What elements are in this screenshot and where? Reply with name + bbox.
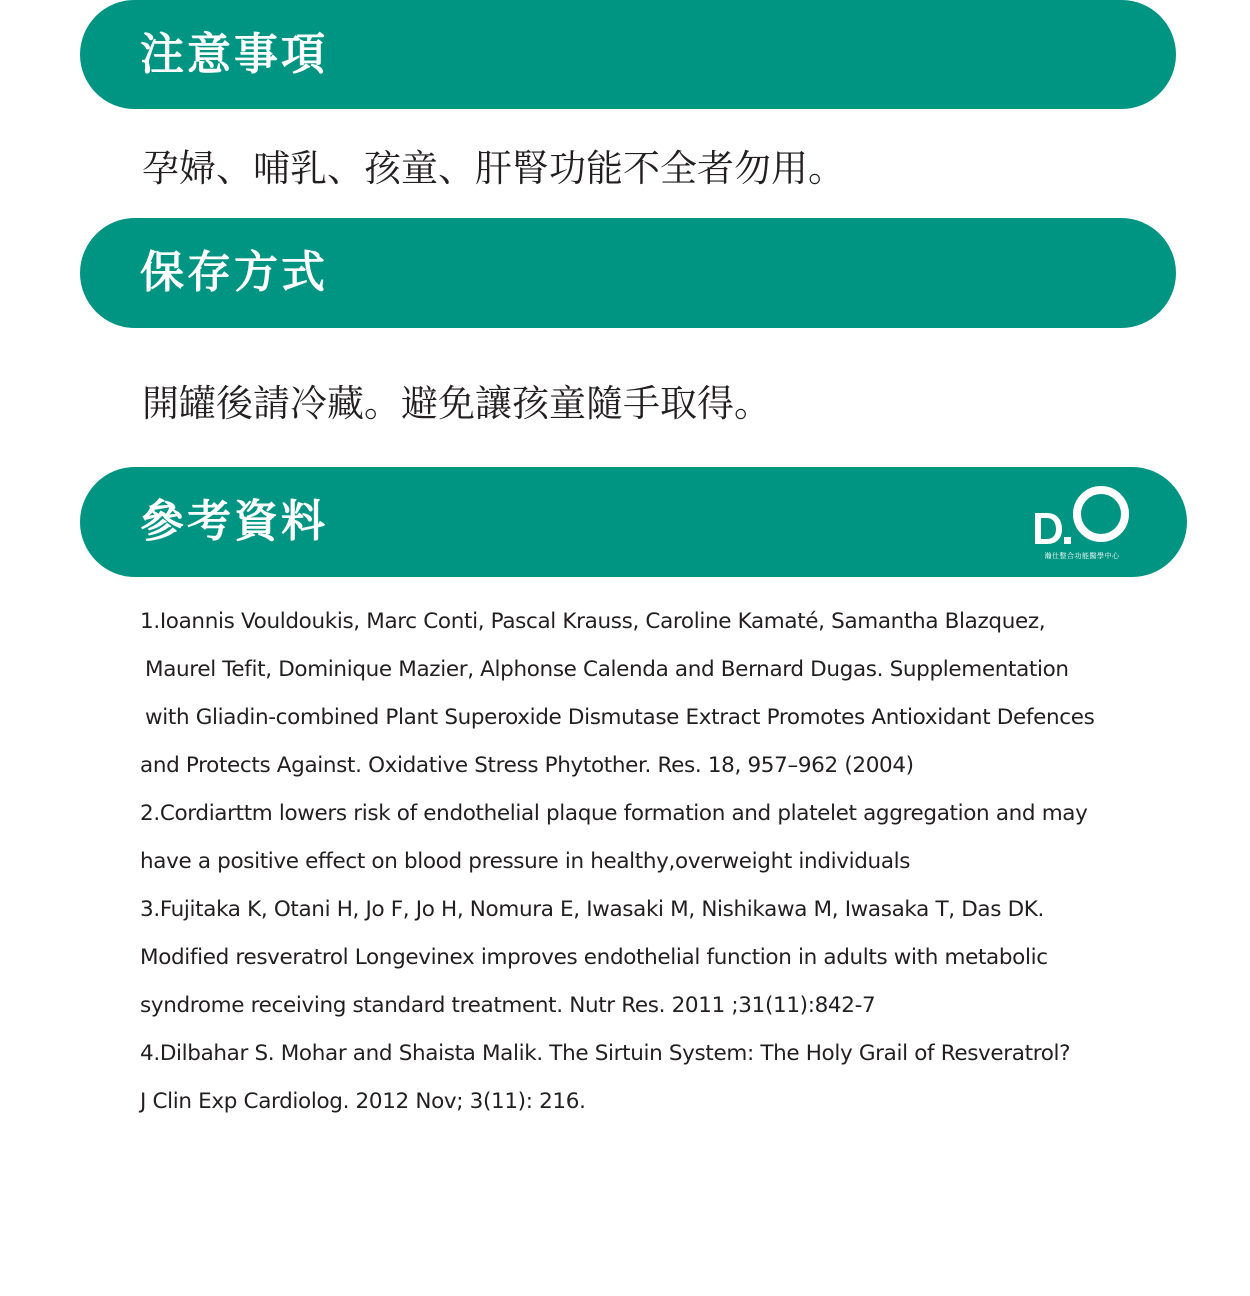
reference-list <box>140 598 1150 1126</box>
reference-line: 4.Dilbahar S. Mohar and Shaista Malik. The Sirtuin System: The Holy Grail of Resveratrol? <box>140 1041 1071 1066</box>
reference-line: and Protects Against. Oxidative Stress Phytother. Res. 18, 957–962 (2004) <box>140 753 914 778</box>
brand-logo <box>1033 483 1131 563</box>
reference-line: Modified resveratrol Longevinex improves endothelial function in adults with metabolic <box>140 945 1048 970</box>
caution-text: 孕婦、哺乳、孩童、肝腎功能不全者勿用。 <box>142 147 845 190</box>
reference-line: syndrome receiving standard treatment. Nutr Res. 2011 ;31(11):842-7 <box>140 993 876 1018</box>
storage-section-title: 保存方式 <box>140 247 328 298</box>
reference-line: with Gliadin-combined Plant Superoxide Dismutase Extract Promotes Antioxidant Defences <box>145 705 1095 730</box>
caution-section-title: 注意事項 <box>140 28 328 80</box>
reference-line: Maurel Tefit, Dominique Mazier, Alphonse Calenda and Bernard Dugas. Supplementation <box>145 657 1069 682</box>
reference-line: 1.Ioannis Vouldoukis, Marc Conti, Pascal Krauss, Caroline Kamaté, Samantha Blazquez, <box>140 609 1046 634</box>
reference-line: 2.Cordiarttm lowers risk of endothelial plaque formation and platelet aggregation and may <box>140 801 1088 826</box>
references-section-title: 參考資料 <box>140 496 328 547</box>
brand-logo-caption: 瀚仕整合功能醫學中心 <box>1044 552 1120 560</box>
caution-section-banner <box>80 0 1176 109</box>
reference-line: J Clin Exp Cardiolog. 2012 Nov; 3(11): 216. <box>140 1089 586 1114</box>
references-section-banner <box>80 467 1187 577</box>
reference-line: 3.Fujitaka K, Otani H, Jo F, Jo H, Nomura E, Iwasaki M, Nishikawa M, Iwasaka T, Das DK. <box>140 897 1045 922</box>
reference-line: have a positive effect on blood pressure in healthy,overweight individuals <box>140 849 911 874</box>
d-o-brand-logo-icon <box>1033 483 1131 545</box>
storage-section-banner <box>80 218 1176 328</box>
storage-text: 開罐後請冷藏。避免讓孩童隨手取得。 <box>142 382 771 425</box>
